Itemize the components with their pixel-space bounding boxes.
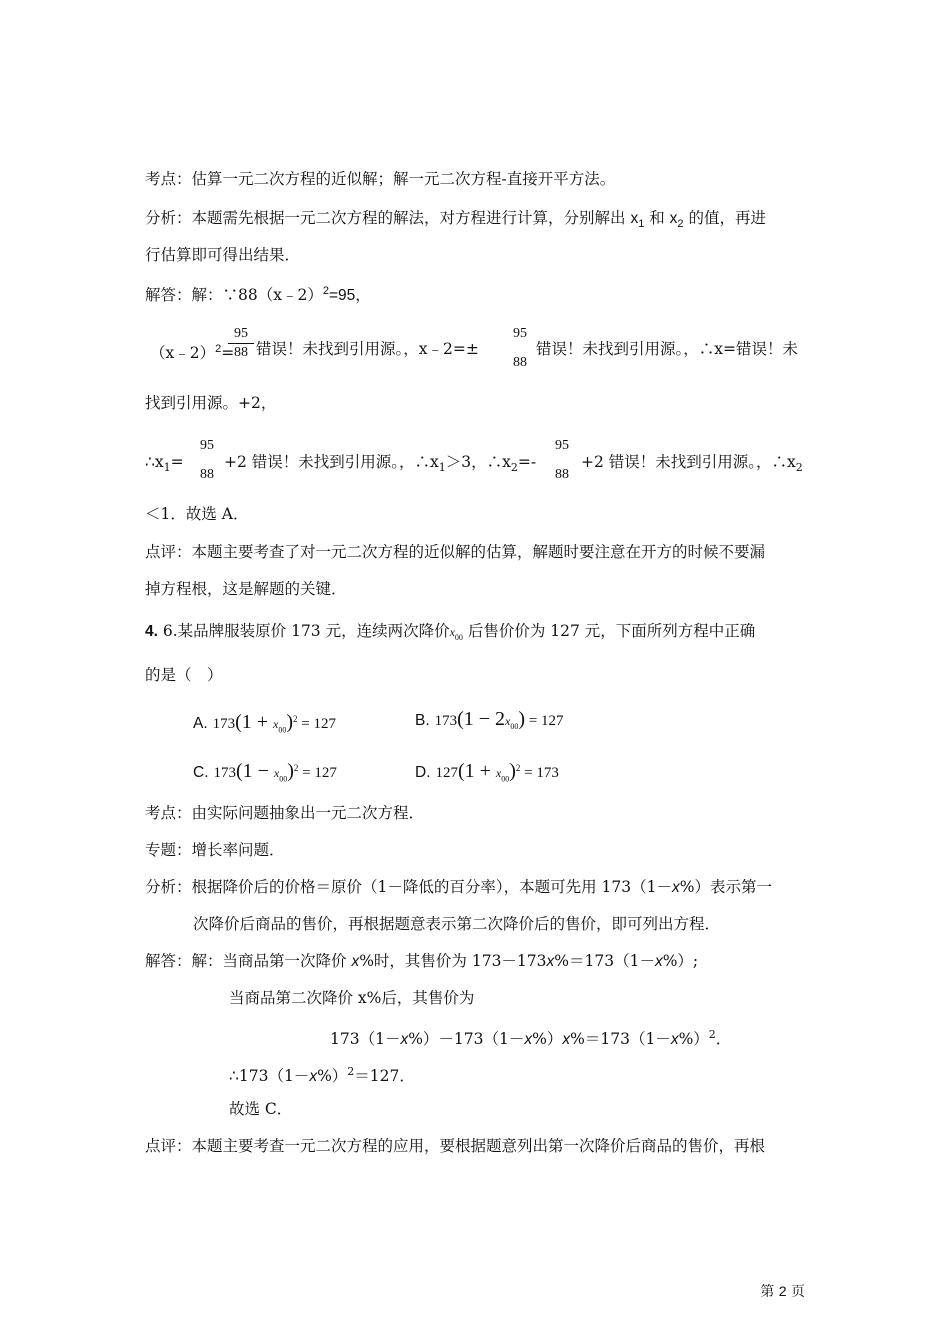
jieda-line-4a (145, 451, 184, 479)
expr: (1 − 2 (457, 708, 506, 730)
text: %） (678, 1030, 709, 1049)
text: %）－173（1－ (408, 1030, 525, 1049)
text: 后售价价为 127 元，下面所列方程中正确 (462, 622, 756, 640)
option-c[interactable]: C. $173(1 - x_{00})^2 = 127$ (193, 760, 337, 784)
var: x (672, 879, 680, 896)
text: 解答：解：∵88（x﹣2） (145, 286, 323, 305)
question-number: 4. (145, 623, 158, 640)
sup: 2 (708, 1028, 716, 1041)
page-number: 2 (778, 1283, 787, 1299)
expr: 173 (434, 713, 458, 729)
text: %＝173（1－ (554, 952, 655, 970)
var: x (400, 1031, 409, 1049)
sup: 2 (215, 343, 222, 355)
text: ∴173（1－ (229, 1067, 310, 1086)
text: %）; (662, 952, 699, 970)
var: x (524, 1031, 533, 1049)
sqrt-fraction-denominator: 88 (513, 355, 527, 370)
dianping-line-1: 点评：本题主要考查了对一元二次方程的近似解的估算，解题时要注意在开方的时候不要漏 (145, 543, 766, 561)
var: x (654, 953, 663, 970)
expr: ) (509, 760, 516, 783)
q4-kaodian: 考点：由实际问题抽象出一元二次方程． (145, 804, 425, 822)
var: x (630, 210, 639, 227)
fenxi-line-2: 行估算即可得出结果． (145, 246, 301, 264)
sup: 2 (347, 1065, 355, 1078)
var: x (546, 953, 555, 970)
var: x (449, 625, 455, 639)
text: 分析：根据降价后的价格＝原价（1－降低的百分率），本题可先用 173（1－ (145, 878, 672, 896)
text: %时，其售价为 173－173 (359, 952, 547, 970)
sub: 1 (638, 218, 645, 231)
kaodian-line-1: 考点：估算一元二次方程的近似解；解一元二次方程-直接开平方法。 (145, 170, 616, 188)
sup: 2 (322, 285, 329, 297)
option-label: D. (415, 764, 431, 782)
expr: (1 − (235, 760, 274, 783)
jieda-line-2b: 错误！未找到引用源。，x﹣2=± (256, 340, 479, 358)
option-a[interactable]: A. $173(1 + x_{00})^2 = 127$ (193, 711, 337, 735)
sub: 2 (795, 461, 803, 475)
text: 解答：解：当商品第一次降价 (145, 952, 352, 970)
jieda-line-4b (224, 451, 536, 479)
text: ∴x (145, 453, 164, 471)
sqrt-fraction-numerator: 95 (513, 326, 527, 341)
text: %＝173（1－ (570, 1030, 671, 1049)
text: =95， (328, 287, 371, 305)
text: +2 错误！未找到引用源。，∴x (581, 453, 796, 471)
numerator: 95 (234, 326, 248, 341)
sup: 2 (293, 714, 298, 724)
text: ． (715, 1030, 732, 1049)
var: x (309, 1068, 318, 1086)
jieda-line-4c (581, 451, 803, 479)
text: 第 (760, 1284, 779, 1300)
text: =- (517, 453, 537, 471)
sub: 2 (677, 218, 684, 231)
text: （x﹣2） (150, 344, 216, 363)
fraction-denominator: 88 (555, 467, 569, 482)
expr: 173 (213, 765, 236, 782)
fenxi-line-1 (145, 207, 766, 235)
text: 6.某品牌服装原价 173 元，连续两次降价 (157, 622, 450, 640)
sub: 0 (458, 633, 463, 643)
option-b[interactable]: B. $173(1 - 2x_{00}) = 127$ (415, 708, 564, 732)
expr: = 173 (520, 765, 559, 782)
fraction-95-88 (228, 325, 254, 362)
var: x (670, 1031, 679, 1049)
denominator: 88 (234, 345, 248, 360)
expr: 127 (435, 765, 458, 782)
sub: 0 (454, 633, 459, 643)
var: x (351, 953, 360, 970)
text: ＝127． (354, 1067, 415, 1086)
fraction-numerator: 95 (200, 438, 214, 453)
text: 页 (786, 1284, 805, 1300)
option-label: A. (193, 715, 208, 733)
q4-fenxi-line-1 (145, 876, 772, 899)
jieda-line-2a (150, 338, 234, 364)
fraction-numerator: 95 (555, 438, 569, 453)
jieda-line-1 (145, 280, 371, 307)
text: = (170, 453, 184, 471)
text: +2 错误！未找到引用源。，∴x (224, 453, 439, 471)
text: 分析：本题需先根据一元二次方程的解法，对方程进行计算，分别解出 (145, 209, 631, 227)
text: %）表示第一 (679, 878, 772, 896)
text: %） (532, 1030, 563, 1049)
text: ＞3，∴x (445, 453, 511, 471)
page-footer (760, 1281, 805, 1301)
expr: (1 + (457, 760, 496, 783)
expr: ) (518, 708, 526, 730)
sub: 1 (163, 461, 171, 475)
text: %） (317, 1067, 348, 1086)
question-4-line-1 (145, 620, 755, 649)
jieda-line-2c: 错误！未找到引用源。，∴x=错误！未 (536, 340, 798, 358)
text: = (221, 344, 235, 363)
jieda-line-5: ＜1．故选 A． (145, 505, 249, 523)
question-4-line-2: 的是（ ） (145, 666, 223, 684)
expr: ) (287, 760, 294, 783)
q4-dianping: 点评：本题主要考查一元二次方程的应用，要根据题意列出第一次降价后商品的售价，再根 (145, 1137, 766, 1155)
q4-jieda-line-3 (330, 1024, 731, 1051)
expr: ) (286, 711, 294, 734)
q4-zhuanti: 专题：增长率问题． (145, 841, 285, 859)
expr: = 127 (525, 713, 564, 729)
option-label: B. (415, 712, 430, 729)
expr: 173 (212, 716, 236, 733)
text: 的值，再进 (683, 209, 766, 227)
jieda-line-3: 找到引用源。+2， (145, 394, 277, 412)
text: 和 (644, 209, 670, 227)
var: x (669, 210, 678, 227)
fraction-denominator: 88 (200, 467, 214, 482)
sub: 2 (510, 461, 518, 475)
sub: 1 (438, 461, 446, 475)
dianping-line-2: 掉方程根，这是解题的关键． (145, 580, 347, 598)
q4-jieda-line-2: 当商品第二次降价 x%后，其售价为 (229, 989, 475, 1007)
var: x (562, 1031, 571, 1049)
option-d[interactable]: D. $127(1 + x_{00})^2 = 173$ (415, 760, 559, 784)
option-label: C. (193, 764, 209, 782)
q4-fenxi-line-2: 次降价后商品的售价，再根据题意表示第二次降价后的售价，即可列出方程． (193, 915, 721, 933)
sup: 2 (515, 763, 521, 773)
expr: (1 + (235, 711, 274, 734)
expr: = 127 (297, 716, 337, 733)
q4-jieda-line-5: 故选 C． (229, 1100, 293, 1118)
expr: = 127 (298, 765, 337, 782)
q4-jieda-line-4 (229, 1061, 415, 1088)
q4-jieda-line-1 (145, 950, 698, 973)
sup: 2 (293, 763, 299, 773)
text: 173（1－ (330, 1030, 401, 1049)
